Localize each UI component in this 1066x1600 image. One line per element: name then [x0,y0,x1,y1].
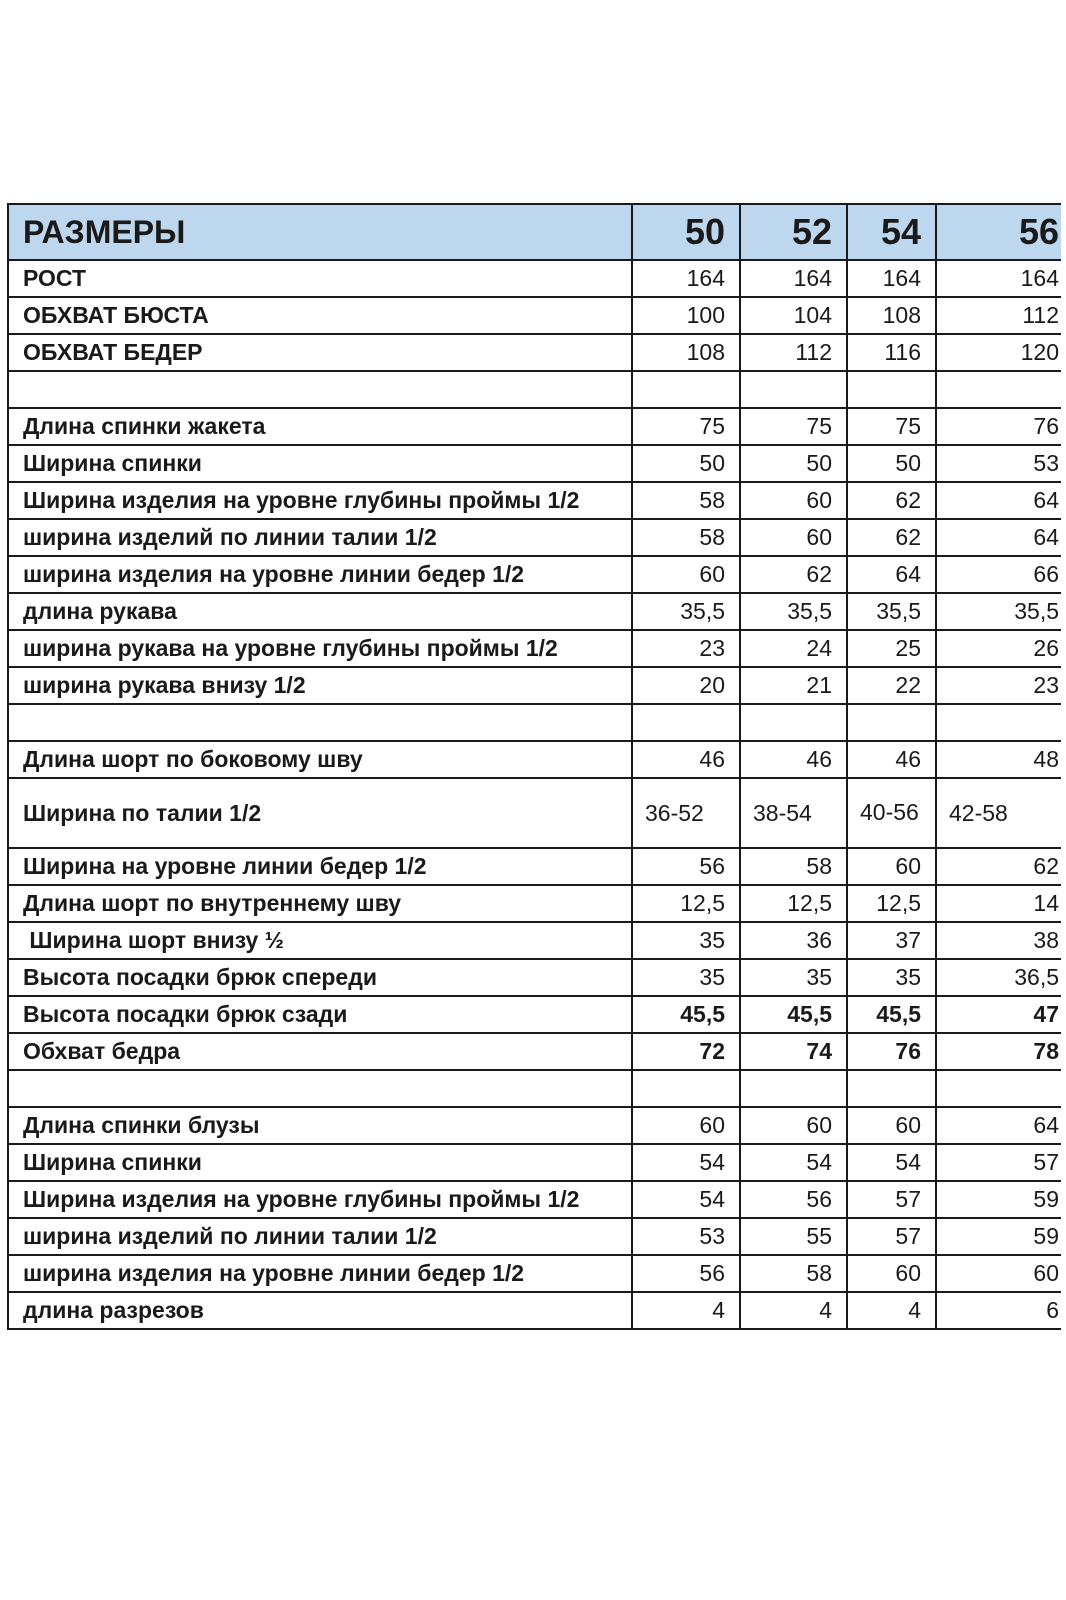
value-cell: 54 [740,1144,847,1181]
table-row [8,593,1061,630]
table-row [8,556,1061,593]
value-cell [936,371,1061,408]
value-cell: 12,5 [632,885,740,922]
value-cell: 112 [740,334,847,371]
row-label: Ширина изделия на уровне глубины проймы 1/2 [8,482,632,519]
size-header-50: 50 [632,204,740,260]
value-cell: 20 [632,667,740,704]
value-cell: 112 [936,297,1061,334]
value-cell [936,704,1061,741]
value-cell: 74 [740,1033,847,1070]
value-cell: 60 [740,1107,847,1144]
value-cell: 4 [740,1292,847,1329]
row-label: ширина изделия на уровне линии бедер 1/2 [8,556,632,593]
value-cell: 6 [936,1292,1061,1329]
row-label [8,371,632,408]
value-cell: 35,5 [847,593,936,630]
value-cell: 50 [740,445,847,482]
value-cell: 60 [632,556,740,593]
row-label: Длина шорт по боковому шву [8,741,632,778]
value-cell [936,1070,1061,1107]
value-cell: 64 [847,556,936,593]
value-cell [740,1070,847,1107]
row-label: Ширина по талии 1/2 [8,778,632,848]
value-cell: 35,5 [936,593,1061,630]
value-cell: 75 [847,408,936,445]
value-cell: 21 [740,667,847,704]
value-cell: 76 [847,1033,936,1070]
value-cell: 12,5 [740,885,847,922]
value-cell [847,704,936,741]
value-cell: 75 [632,408,740,445]
value-cell: 60 [847,1255,936,1292]
value-cell: 76 [936,408,1061,445]
value-cell: 53 [936,445,1061,482]
value-cell: 56 [632,848,740,885]
size-header-54: 54 [847,204,936,260]
value-cell: 35 [740,959,847,996]
value-cell: 59 [936,1218,1061,1255]
value-cell [740,704,847,741]
value-cell: 60 [632,1107,740,1144]
table-row [8,1255,1061,1292]
value-cell: 54 [632,1144,740,1181]
value-cell: 58 [632,482,740,519]
table-row [8,630,1061,667]
table-row [8,996,1061,1033]
row-label: ширина рукава на уровне глубины проймы 1/2 [8,630,632,667]
value-cell: 23 [632,630,740,667]
row-label: ширина изделий по линии талии 1/2 [8,1218,632,1255]
value-cell: 72 [632,1033,740,1070]
value-cell: 66 [936,556,1061,593]
value-cell: 45,5 [632,996,740,1033]
row-label: ОБХВАТ БЮСТА [8,297,632,334]
value-cell: 56 [632,1255,740,1292]
table-row [8,667,1061,704]
value-cell: 35 [847,959,936,996]
spacer-row [8,704,1061,741]
value-cell: 25 [847,630,936,667]
value-cell: 60 [847,1107,936,1144]
value-cell: 24 [740,630,847,667]
value-cell: 4 [847,1292,936,1329]
value-cell: 46 [847,741,936,778]
value-cell [632,704,740,741]
value-cell: 108 [632,334,740,371]
header-label: РАЗМЕРЫ [8,204,632,260]
value-cell: 62 [740,556,847,593]
row-label: Ширина на уровне линии бедер 1/2 [8,848,632,885]
value-cell: 100 [632,297,740,334]
value-cell: 55 [740,1218,847,1255]
value-cell: 35 [632,959,740,996]
value-cell: 60 [740,482,847,519]
value-cell: 36-52 [632,778,740,848]
row-label: Длина спинки блузы [8,1107,632,1144]
value-cell: 4 [632,1292,740,1329]
table-row [8,482,1061,519]
value-cell: 58 [740,848,847,885]
value-cell: 14 [936,885,1061,922]
value-cell: 35 [632,922,740,959]
value-cell: 35,5 [740,593,847,630]
table-row [8,1107,1061,1144]
value-cell: 164 [632,260,740,297]
table-row [8,741,1061,778]
table-row [8,519,1061,556]
table-row [8,1218,1061,1255]
table-row [8,260,1061,297]
value-cell: 120 [936,334,1061,371]
table-row [8,959,1061,996]
table-row [8,885,1061,922]
value-cell: 64 [936,1107,1061,1144]
size-header-52: 52 [740,204,847,260]
value-cell: 54 [847,1144,936,1181]
value-cell: 64 [936,519,1061,556]
value-cell: 56 [740,1181,847,1218]
value-cell: 62 [847,482,936,519]
value-cell: 48 [936,741,1061,778]
value-cell [632,371,740,408]
value-cell: 62 [847,519,936,556]
table-row [8,297,1061,334]
size-chart-table [7,203,1061,1330]
value-cell: 22 [847,667,936,704]
row-label [8,704,632,741]
value-cell [632,1070,740,1107]
row-label: Длина шорт по внутреннему шву [8,885,632,922]
value-cell: 59 [936,1181,1061,1218]
row-label: РОСТ [8,260,632,297]
value-cell: 60 [847,848,936,885]
value-cell: 57 [847,1181,936,1218]
value-cell: 50 [847,445,936,482]
table-row [8,408,1061,445]
value-cell: 46 [740,741,847,778]
value-cell: 12,5 [847,885,936,922]
value-cell: 38 [936,922,1061,959]
value-cell: 62 [936,848,1061,885]
value-cell: 75 [740,408,847,445]
row-label: ОБХВАТ БЕДЕР [8,334,632,371]
table-row [8,1144,1061,1181]
row-label: Ширина шорт внизу ½ [8,922,632,959]
value-cell: 164 [936,260,1061,297]
row-label: Высота посадки брюк спереди [8,959,632,996]
value-cell: 54 [632,1181,740,1218]
table-row [8,1292,1061,1329]
value-cell [847,1070,936,1107]
value-cell: 36,5 [936,959,1061,996]
row-label: Ширина спинки [8,445,632,482]
value-cell: 47 [936,996,1061,1033]
table-row [8,1033,1061,1070]
value-cell: 45,5 [740,996,847,1033]
value-cell: 60 [936,1255,1061,1292]
value-cell [740,371,847,408]
value-cell: 23 [936,667,1061,704]
size-header-56: 56 [936,204,1061,260]
row-label: длина рукава [8,593,632,630]
value-cell: 58 [740,1255,847,1292]
value-cell: 45,5 [847,996,936,1033]
value-cell: 42-58 [936,778,1061,848]
value-cell: 36 [740,922,847,959]
spacer-row [8,1070,1061,1107]
value-cell: 46 [632,741,740,778]
row-label: Ширина спинки [8,1144,632,1181]
row-label: ширина рукава внизу 1/2 [8,667,632,704]
table-row [8,1181,1061,1218]
row-label [8,1070,632,1107]
value-cell: 50 [632,445,740,482]
value-cell: 53 [632,1218,740,1255]
value-cell: 60 [740,519,847,556]
row-label: Ширина изделия на уровне глубины проймы 1/2 [8,1181,632,1218]
row-label: ширина изделий по линии талии 1/2 [8,519,632,556]
table-row [8,778,1061,848]
value-cell: 35,5 [632,593,740,630]
value-cell: 57 [847,1218,936,1255]
spacer-row [8,371,1061,408]
value-cell [847,371,936,408]
value-cell: 164 [740,260,847,297]
value-cell: 78 [936,1033,1061,1070]
value-cell: 26 [936,630,1061,667]
value-cell: 164 [847,260,936,297]
row-label: Высота посадки брюк сзади [8,996,632,1033]
row-label: ширина изделия на уровне линии бедер 1/2 [8,1255,632,1292]
table-row [8,848,1061,885]
value-cell: 37 [847,922,936,959]
value-cell: 57 [936,1144,1061,1181]
value-cell: 64 [936,482,1061,519]
row-label: Обхват бедра [8,1033,632,1070]
header-row [8,204,1061,260]
table-row [8,445,1061,482]
table-row [8,334,1061,371]
value-cell: 58 [632,519,740,556]
row-label: длина разрезов [8,1292,632,1329]
value-cell: 40-56 [847,778,936,848]
value-cell: 104 [740,297,847,334]
row-label: Длина спинки жакета [8,408,632,445]
value-cell: 38-54 [740,778,847,848]
value-cell: 116 [847,334,936,371]
table-row [8,922,1061,959]
value-cell: 108 [847,297,936,334]
